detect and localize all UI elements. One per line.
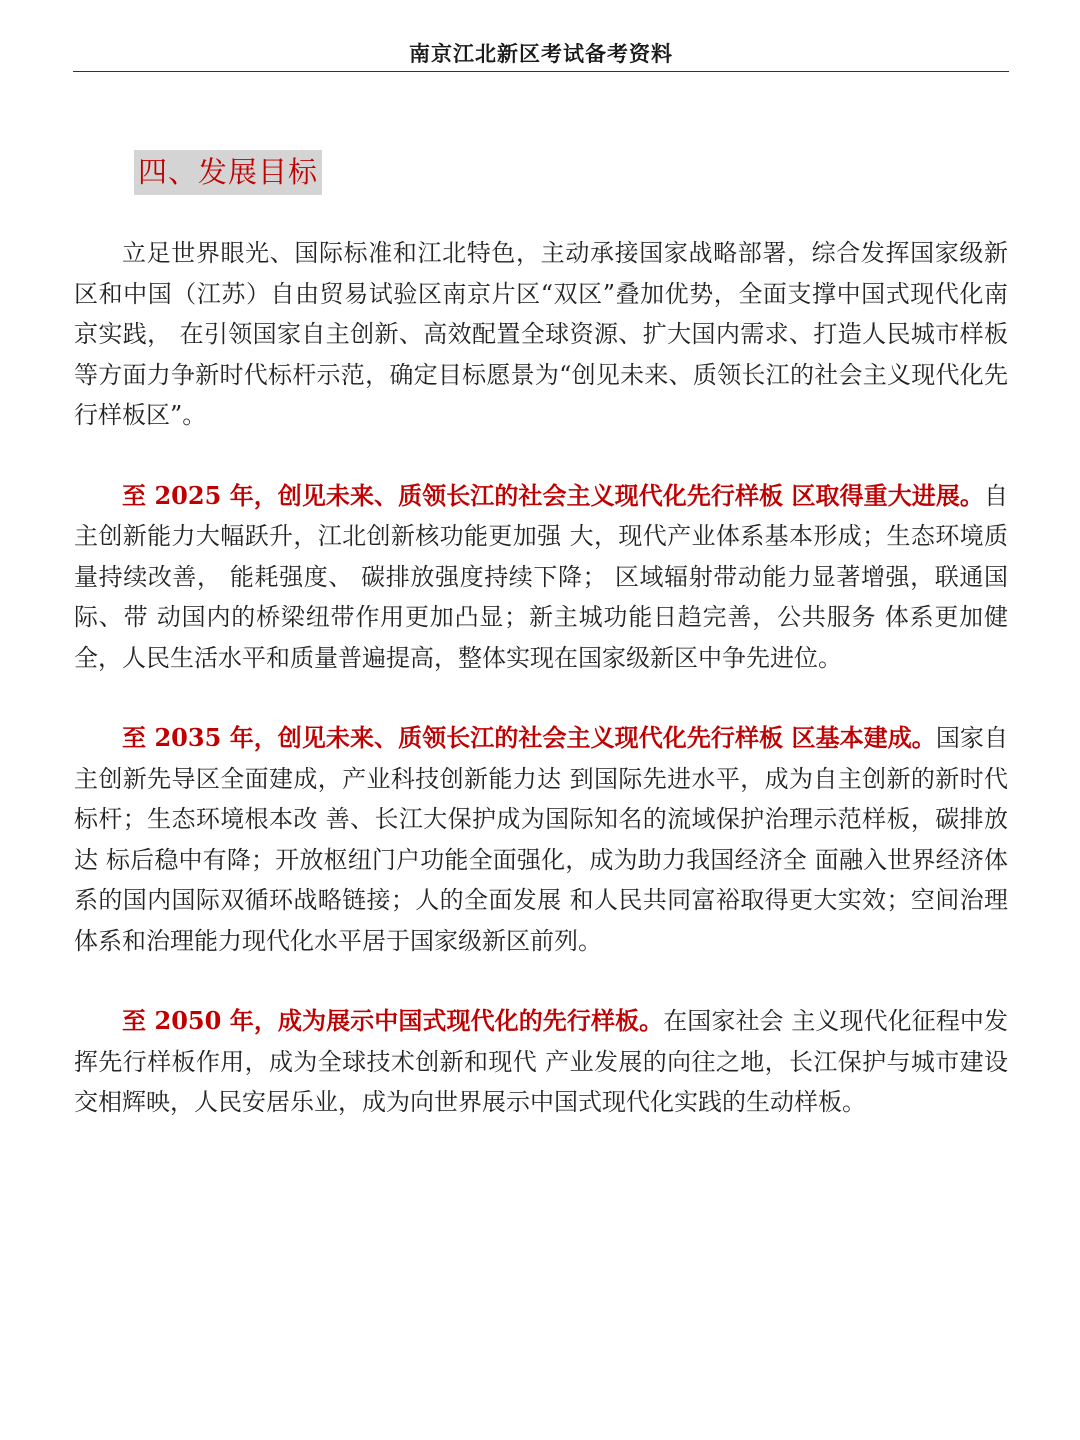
header-divider <box>73 71 1009 72</box>
paragraph-goal-2050 <box>74 1001 1008 1123</box>
goal-2035-text: 国家自主创新先导区全面建成，产业科技创新能力达 到国际先进水平，成为自主创新的新时代标杆；生态环境根本改 善、长江大保护成为国际知名的流域保护治理示范样板，碳排放达 标后稳中有降；开放枢纽门户功能全面强化，成为助力我国经济全 面融入世界经济体系的国内国际双循环战略链接；人的全面发展 和人民共同富裕取得更大实效；空间治理体系和治理能力现代化水平居于国家级新区前列。 <box>74 724 1008 955</box>
goal-2025-heading: 至 2025 年，创见未来、质领长江的社会主义现代化先行样板 区取得重大进展。 <box>122 480 984 510</box>
document-body <box>74 233 1008 1163</box>
section-heading: 四、发展目标 <box>134 150 322 195</box>
goal-2050-text: 在国家社会 主义现代化征程中发挥先行样板作用，成为全球技术创新和现代 产业发展的向往之地，长江保护与城市建设交相辉映，人民安居乐业，成为向世界展示中国式现代化实践的生动样板。 <box>74 1007 1008 1116</box>
paragraph-intro-text: 立足世界眼光、国际标准和江北特色，主动承接国家战略部署，综合发挥国家级新区和中国（江苏）自由贸易试验区南京片区“双区”叠加优势，全面支撑中国式现代化南京实践， 在引领国家自主创新、高效配置全球资源、扩大国内需求、打造人民城市样板等方面力争新时代标杆示范，确定目标愿景为“创见未来、质领长江的社会主义现代化先行样板区”。 <box>74 239 1008 429</box>
document-header-title: 南京江北新区考试备考资料 <box>409 41 673 66</box>
goal-2050-heading: 至 2050 年，成为展示中国式现代化的先行样板。 <box>122 1006 664 1035</box>
goal-2025-text: 自主创新能力大幅跃升，江北创新核功能更加强 大，现代产业体系基本形成；生态环境质量持续改善， 能耗强度、 碳排放强度持续下降； 区域辐射带动能力显著增强，联通国际、带 动国内的桥梁纽带作用更加凸显；新主城功能日趋完善，公共服务 体系更加健全，人民生活水平和质量普遍提高，整体实现在国家级新区中争先进位。 <box>74 481 1008 672</box>
goal-2035-heading: 至 2035 年，创见未来、质领长江的社会主义现代化先行样板 区基本建成。 <box>122 723 936 752</box>
paragraph-goal-2025 <box>74 476 1008 679</box>
paragraph-intro <box>74 233 1008 436</box>
paragraph-goal-2035 <box>74 718 1008 961</box>
